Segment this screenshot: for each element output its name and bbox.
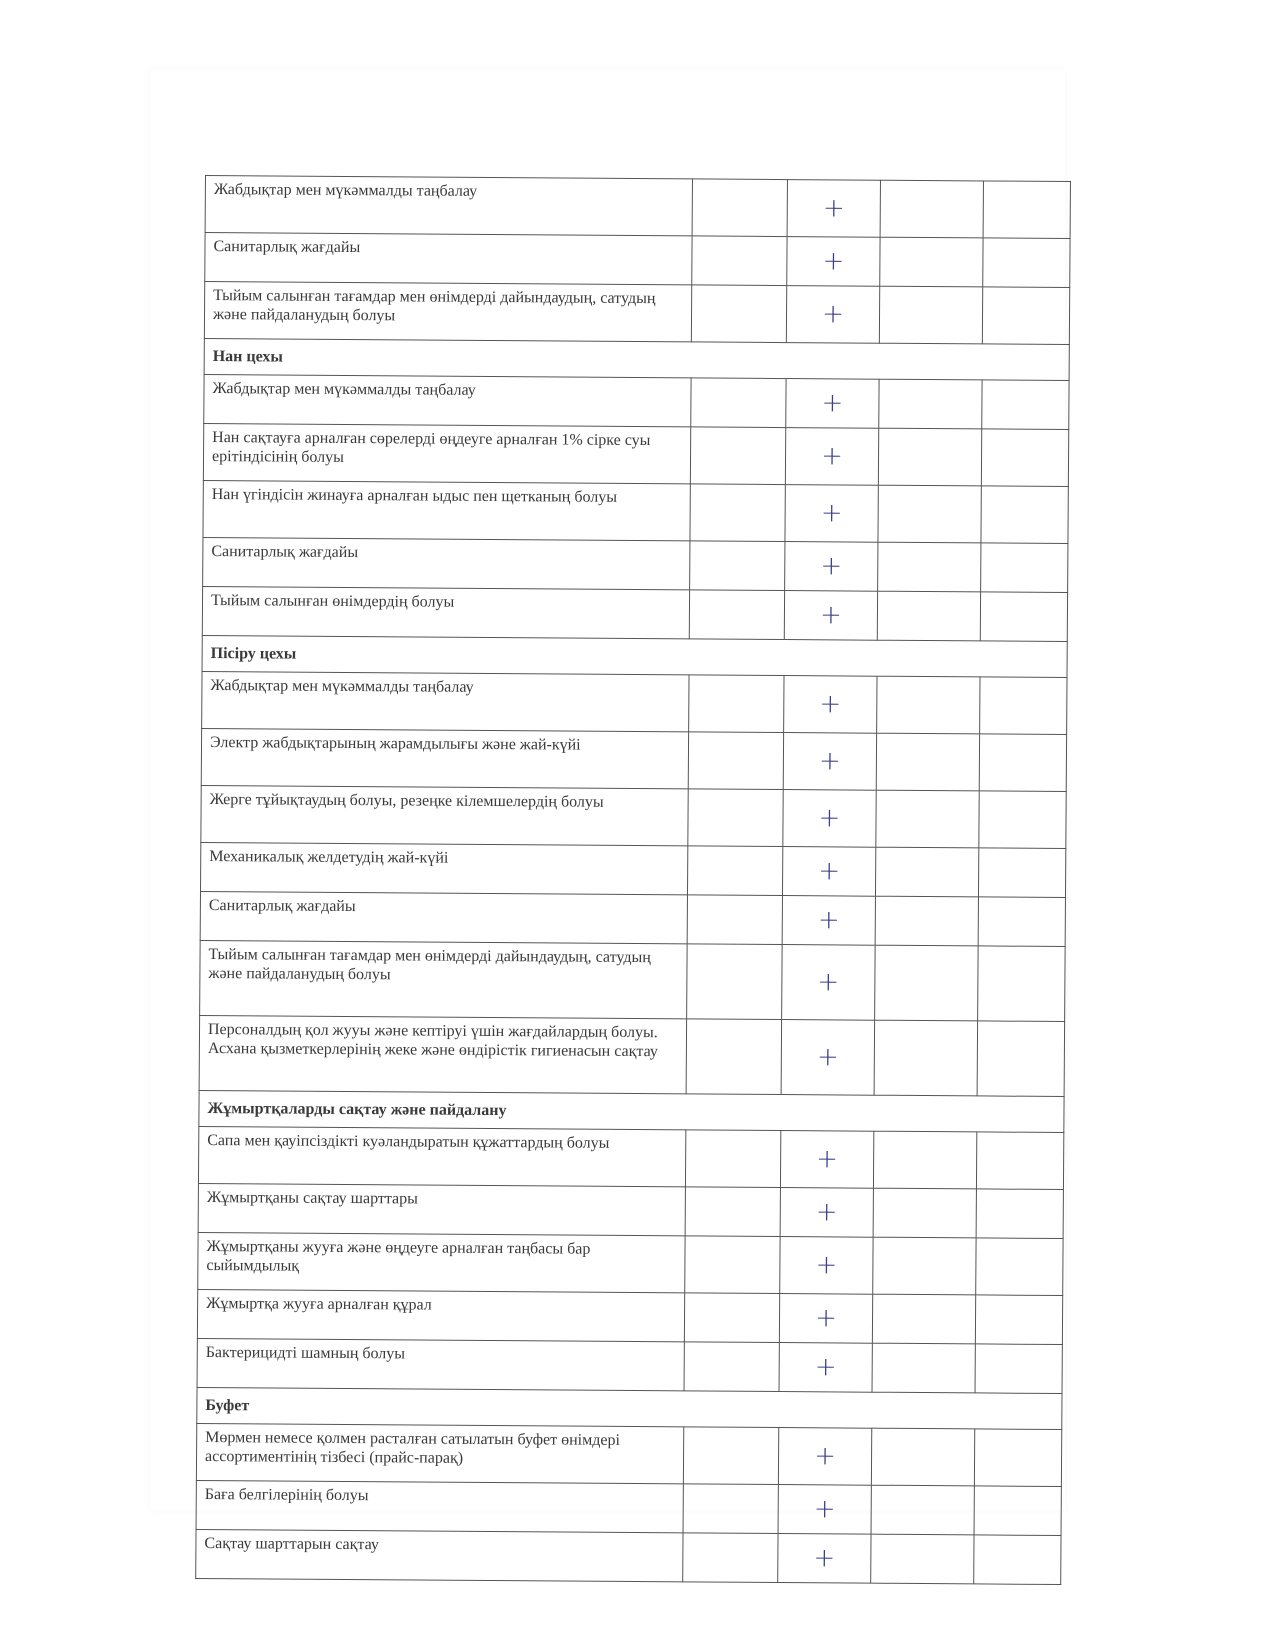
empty-cell bbox=[980, 592, 1067, 642]
checklist-row bbox=[196, 1423, 1061, 1486]
checklist-row bbox=[203, 480, 1068, 543]
checklist-row bbox=[203, 537, 1068, 592]
item-text: Тыйым салынған тағамдар мен өнімдерді дайындаудың, сатудың және пайдаланудың болуы bbox=[200, 940, 688, 1018]
item-text: Нан үгіндісін жинауға арналған ыдыс пен щетканың болуы bbox=[203, 480, 690, 540]
check-mark: + bbox=[784, 676, 877, 734]
empty-cell bbox=[690, 541, 785, 591]
empty-cell bbox=[981, 429, 1068, 487]
item-text: Жұмыртқаны жууға және өңдеуге арналған таңбасы бар сыйымдылық bbox=[198, 1232, 685, 1292]
check-mark: + bbox=[786, 286, 879, 344]
empty-cell bbox=[974, 1486, 1061, 1536]
checklist-table bbox=[195, 175, 1071, 1585]
empty-cell bbox=[689, 675, 784, 733]
section-header-row bbox=[199, 1090, 1064, 1132]
empty-cell bbox=[873, 1237, 976, 1295]
section-header-row bbox=[197, 1387, 1062, 1429]
empty-cell bbox=[983, 181, 1070, 239]
checklist-row bbox=[198, 1126, 1063, 1189]
check-mark: + bbox=[786, 379, 879, 429]
checklist-row bbox=[200, 842, 1065, 897]
checklist-row bbox=[199, 1015, 1065, 1096]
empty-cell bbox=[691, 285, 786, 343]
empty-cell bbox=[878, 428, 981, 486]
checklist-row bbox=[205, 176, 1070, 239]
empty-cell bbox=[875, 896, 978, 946]
empty-cell bbox=[880, 180, 983, 238]
empty-cell bbox=[685, 1236, 780, 1294]
check-mark: + bbox=[782, 847, 875, 897]
empty-cell bbox=[688, 732, 783, 790]
checklist-row bbox=[201, 728, 1066, 791]
checklist-body bbox=[196, 176, 1071, 1585]
empty-cell bbox=[684, 1293, 779, 1343]
empty-cell bbox=[983, 238, 1070, 288]
check-mark: + bbox=[783, 790, 876, 848]
empty-cell bbox=[873, 1188, 976, 1238]
empty-cell bbox=[879, 379, 982, 429]
empty-cell bbox=[877, 591, 980, 641]
checklist-row bbox=[197, 1338, 1062, 1393]
empty-cell bbox=[690, 484, 785, 542]
check-mark: + bbox=[780, 1188, 873, 1238]
item-text: Жұмыртқа жууға арналған құрал bbox=[197, 1289, 684, 1341]
empty-cell bbox=[981, 543, 1068, 593]
section-title: Буфет bbox=[197, 1387, 1062, 1429]
empty-cell bbox=[879, 286, 982, 344]
empty-cell bbox=[975, 1295, 1062, 1345]
empty-cell bbox=[974, 1429, 1061, 1487]
empty-cell bbox=[878, 485, 981, 543]
empty-cell bbox=[878, 542, 981, 592]
check-mark: + bbox=[778, 1485, 871, 1535]
empty-cell bbox=[871, 1485, 974, 1535]
check-mark: + bbox=[784, 591, 877, 641]
item-text: Санитарлық жағдайы bbox=[205, 233, 692, 285]
empty-cell bbox=[683, 1533, 778, 1583]
check-mark: + bbox=[779, 1343, 872, 1393]
check-mark: + bbox=[785, 485, 878, 543]
empty-cell bbox=[685, 1130, 780, 1188]
section-title: Пісіру цехы bbox=[202, 635, 1067, 677]
item-text: Санитарлық жағдайы bbox=[203, 537, 690, 589]
empty-cell bbox=[982, 380, 1069, 430]
check-mark: + bbox=[780, 1131, 873, 1189]
item-text: Механикалық желдетудің жай-күйі bbox=[200, 842, 687, 894]
check-mark: + bbox=[787, 237, 880, 287]
empty-cell bbox=[977, 1021, 1065, 1097]
empty-cell bbox=[875, 847, 978, 897]
check-mark: + bbox=[781, 1020, 875, 1096]
checklist-row bbox=[204, 282, 1069, 345]
item-text: Мөрмен немесе қолмен расталған сатылатын буфет өнімдері ассортиментінің тізбесі (прайс-парақ) bbox=[196, 1423, 683, 1483]
empty-cell bbox=[874, 1020, 978, 1096]
empty-cell bbox=[873, 1131, 976, 1189]
empty-cell bbox=[687, 895, 782, 945]
empty-cell bbox=[978, 946, 1066, 1022]
item-text: Жерге тұйықтаудың болуы, резеңке кілемшелердің болуы bbox=[201, 785, 688, 845]
empty-cell bbox=[872, 1294, 975, 1344]
empty-cell bbox=[979, 734, 1066, 792]
item-text: Персоналдың қол жууы және кептіруі үшін жағдайлардың болуы. Асхана қызметкерлерінің жеке және өндірістік гигиенасын сақтау bbox=[199, 1015, 687, 1093]
empty-cell bbox=[685, 1187, 780, 1237]
item-text: Нан сақтауға арналған сөрелерді өңдеуге арналған 1% сірке суы ерітіндісінің болуы bbox=[203, 423, 690, 483]
checklist-row bbox=[200, 940, 1066, 1021]
item-text: Жабдықтар мен мүкәммалды таңбалау bbox=[202, 671, 689, 731]
item-text: Тыйым салынған өнімдердің болуы bbox=[202, 586, 689, 638]
check-mark: + bbox=[787, 180, 880, 238]
empty-cell bbox=[876, 790, 979, 848]
item-text: Сапа мен қауіпсіздікті куәландыратын құжаттардың болуы bbox=[198, 1126, 685, 1186]
empty-cell bbox=[981, 486, 1068, 544]
empty-cell bbox=[978, 848, 1065, 898]
empty-cell bbox=[974, 1535, 1061, 1585]
checklist-row bbox=[197, 1289, 1062, 1344]
empty-cell bbox=[975, 1344, 1062, 1394]
empty-cell bbox=[880, 237, 983, 287]
section-header-row bbox=[204, 338, 1069, 380]
empty-cell bbox=[871, 1534, 974, 1584]
checklist-row bbox=[198, 1183, 1063, 1238]
empty-cell bbox=[980, 677, 1067, 735]
checklist-table-wrapper bbox=[195, 175, 1025, 1585]
item-text: Электр жабдықтарының жарамдылығы және жай-күйі bbox=[201, 728, 688, 788]
empty-cell bbox=[871, 1428, 974, 1486]
empty-cell bbox=[684, 1342, 779, 1392]
empty-cell bbox=[691, 378, 786, 428]
item-text: Баға белгілерінің болуы bbox=[196, 1480, 683, 1532]
empty-cell bbox=[683, 1427, 778, 1485]
check-mark: + bbox=[778, 1534, 871, 1584]
section-title: Жұмыртқаларды сақтау және пайдалану bbox=[199, 1090, 1064, 1132]
checklist-row bbox=[196, 1529, 1061, 1584]
empty-cell bbox=[687, 846, 782, 896]
checklist-row bbox=[203, 423, 1068, 486]
section-title: Нан цехы bbox=[204, 338, 1069, 380]
item-text: Сақтау шарттарын сақтау bbox=[196, 1529, 683, 1581]
check-mark: + bbox=[778, 1428, 871, 1486]
checklist-row bbox=[202, 586, 1067, 641]
checklist-row bbox=[198, 1232, 1063, 1295]
checklist-row bbox=[204, 374, 1069, 429]
checklist-row bbox=[205, 233, 1070, 288]
empty-cell bbox=[692, 236, 787, 286]
item-text: Бактерицидті шамның болуы bbox=[197, 1338, 684, 1390]
empty-cell bbox=[877, 676, 980, 734]
checklist-row bbox=[200, 891, 1065, 946]
check-mark: + bbox=[782, 945, 876, 1021]
empty-cell bbox=[976, 1189, 1063, 1239]
checklist-row bbox=[201, 785, 1066, 848]
empty-cell bbox=[686, 1019, 782, 1095]
check-mark: + bbox=[782, 896, 875, 946]
empty-cell bbox=[876, 733, 979, 791]
empty-cell bbox=[982, 287, 1069, 345]
empty-cell bbox=[875, 945, 979, 1021]
item-text: Санитарлық жағдайы bbox=[200, 891, 687, 943]
check-mark: + bbox=[785, 428, 878, 486]
section-header-row bbox=[202, 635, 1067, 677]
empty-cell bbox=[687, 944, 783, 1020]
item-text: Жұмыртқаны сақтау шарттары bbox=[198, 1183, 685, 1235]
item-text: Тыйым салынған тағамдар мен өнімдерді дайындаудың, сатудың және пайдаланудың болуы bbox=[204, 282, 691, 342]
empty-cell bbox=[690, 427, 785, 485]
empty-cell bbox=[688, 789, 783, 847]
empty-cell bbox=[683, 1484, 778, 1534]
check-mark: + bbox=[783, 733, 876, 791]
empty-cell bbox=[689, 590, 784, 640]
empty-cell bbox=[976, 1238, 1063, 1296]
empty-cell bbox=[872, 1343, 975, 1393]
check-mark: + bbox=[780, 1237, 873, 1295]
empty-cell bbox=[976, 1132, 1063, 1190]
empty-cell bbox=[978, 897, 1065, 947]
empty-cell bbox=[979, 791, 1066, 849]
check-mark: + bbox=[779, 1294, 872, 1344]
item-text: Жабдықтар мен мүкәммалды таңбалау bbox=[204, 374, 691, 426]
checklist-row bbox=[202, 671, 1067, 734]
item-text: Жабдықтар мен мүкәммалды таңбалау bbox=[205, 176, 692, 236]
check-mark: + bbox=[785, 542, 878, 592]
checklist-row bbox=[196, 1480, 1061, 1535]
empty-cell bbox=[692, 179, 787, 237]
